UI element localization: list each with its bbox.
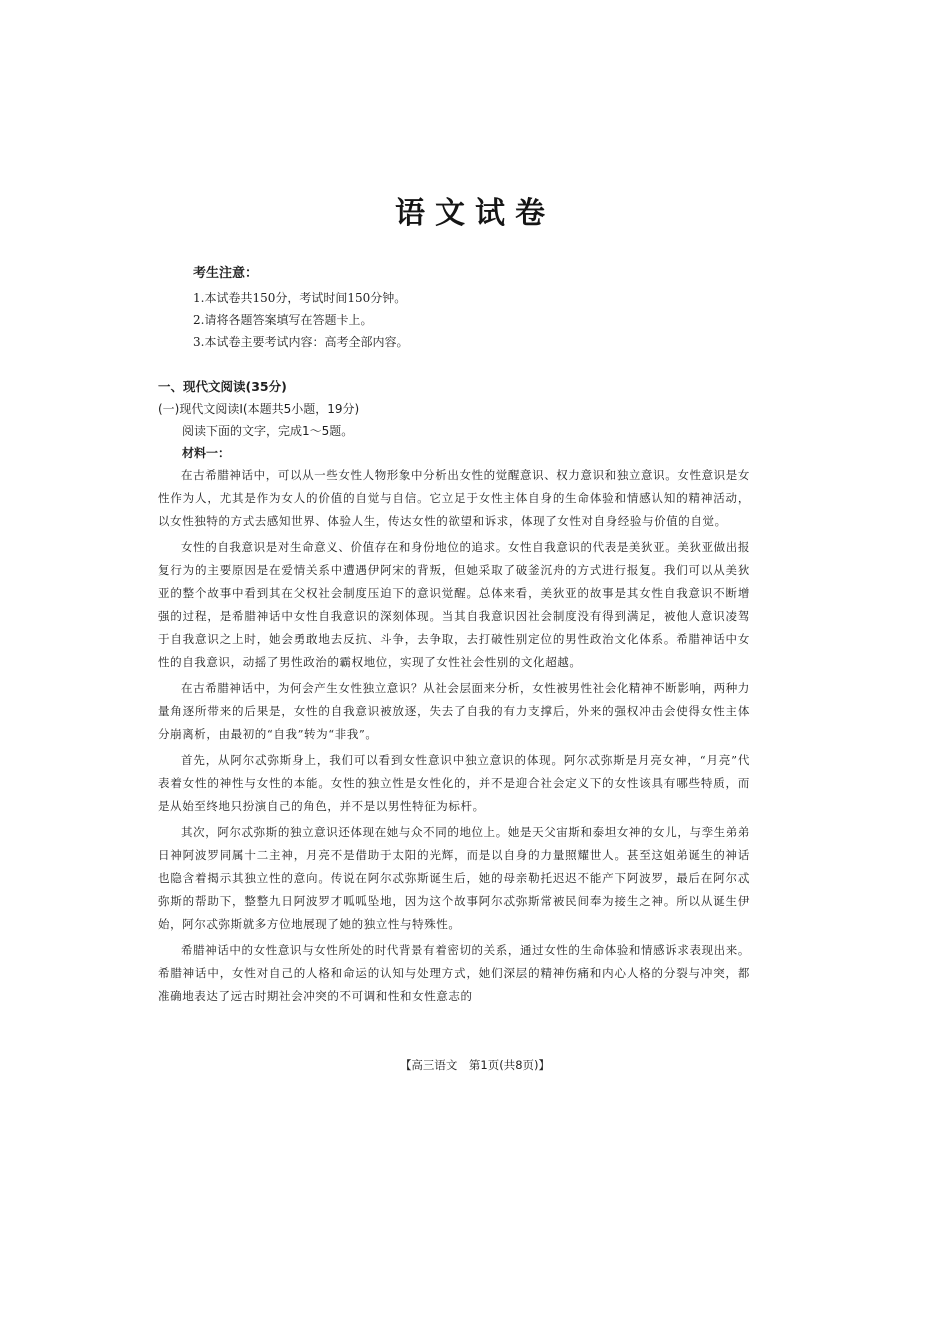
notice-item: 2.请将各题答案填写在答题卡上。	[193, 313, 373, 327]
page-footer: 【高三语文 第1页(共8页)】	[399, 1058, 551, 1072]
page-title: 语文试卷	[395, 196, 555, 231]
paragraph: 其次，阿尔忒弥斯的独立意识还体现在她与众不同的地位上。她是天父宙斯和泰坦女神的女儿，与孪生弟弟日神阿波罗同属十二主神，月亮不是借助于太阳的光辉，而是以自身的力量照耀世人。甚至这姐弟诞生的神话也隐含着揭示其独立性的意向。传说在阿尔忒弥斯诞生后，她的母亲勒托迟迟不能产下阿波罗，最后在阿尔忒弥斯的帮助下，整整九日阿波罗才呱呱坠地，因为这个故事阿尔忒弥斯常被民间奉为接生之神。所以从诞生伊始，阿尔忒弥斯就多方位地展现了她的独立性与特殊性。	[158, 825, 750, 931]
material-label: 材料一：	[182, 446, 231, 460]
notice-heading: 考生注意：	[193, 266, 259, 281]
notice-item: 1.本试卷共150分，考试时间150分钟。	[193, 291, 407, 305]
section-instruction: 阅读下面的文字，完成1～5题。	[182, 424, 354, 438]
paragraph: 首先，从阿尔忒弥斯身上，我们可以看到女性意识中独立意识的体现。阿尔忒弥斯是月亮女神，“月亮”代表着女性的神性与女性的本能。女性的独立性是女性化的，并不是迎合社会定义下的女性该具有哪些特质，而是从始至终地只扮演自己的角色，并不是以男性特征为标杆。	[158, 753, 750, 813]
paragraph: 希腊神话中的女性意识与女性所处的时代背景有着密切的关系，通过女性的生命体验和情感诉求表现出来。希腊神话中，女性对自己的人格和命运的认知与处理方式，她们深层的精神伤痛和内心人格的分裂与冲突，都准确地表达了远古时期社会冲突的不可调和性和女性意志的	[158, 943, 750, 1003]
section-subheading: (一)现代文阅读Ⅰ(本题共5小题，19分)	[158, 402, 360, 416]
paragraph: 在古希腊神话中，为何会产生女性独立意识？从社会层面来分析，女性被男性社会化精神不断影响，两种力量角逐所带来的后果是，女性的自我意识被放逐，失去了自我的有力支撑后，外来的强权冲击会使得女性主体分崩离析，由最初的“自我”转为“非我”。	[158, 681, 750, 741]
reading-section	[158, 376, 750, 1011]
paragraph: 女性的自我意识是对生命意义、价值存在和身份地位的追求。女性自我意识的代表是美狄亚。美狄亚做出报复行为的主要原因是在爱情关系中遭遇伊阿宋的背叛，但她采取了破釜沉舟的方式进行报复。我们可以从美狄亚的整个故事中看到其在父权社会制度压迫下的意识觉醒。总体来看，美狄亚的故事是其女性自我意识不断增强的过程，是希腊神话中女性自我意识的深刻体现。当其自我意识因社会制度没有得到满足，被他人意识凌驾于自我意识之上时，她会勇敢地去反抗、斗争，去争取，去打破性别定位的男性政治文化体系。希腊神话中女性的自我意识，动摇了男性政治的霸权地位，实现了女性社会性别的文化超越。	[158, 540, 750, 669]
notice-block	[193, 262, 753, 353]
section-heading: 一、现代文阅读(35分)	[158, 379, 287, 394]
notice-item: 3.本试卷主要考试内容：高考全部内容。	[193, 335, 409, 349]
paragraph: 在古希腊神话中，可以从一些女性人物形象中分析出女性的觉醒意识、权力意识和独立意识。女性意识是女性作为人，尤其是作为女人的价值的自觉与自信。它立足于女性主体自身的生命体验和情感认知的精神活动，以女性独特的方式去感知世界、体验人生，传达女性的欲望和诉求，体现了女性对自身经验与价值的自觉。	[158, 468, 750, 528]
